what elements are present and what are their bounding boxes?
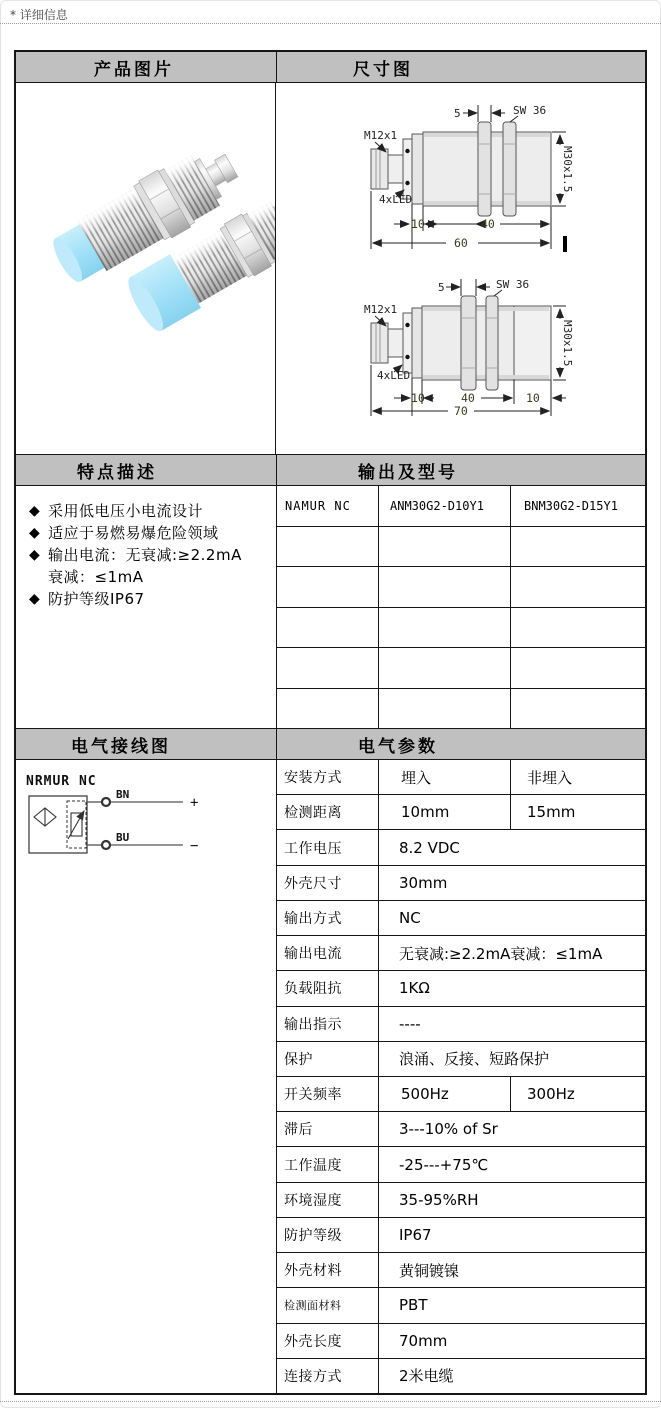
param-row xyxy=(277,830,645,865)
param-row xyxy=(277,866,645,901)
param-row xyxy=(277,1007,645,1042)
feature-text: 采用低电压小电流设计 xyxy=(48,502,204,520)
model-table-row xyxy=(277,648,645,689)
model-output-type xyxy=(277,689,379,729)
dim2-d70-label: 70 xyxy=(454,404,468,418)
param-value: 35-95%RH xyxy=(399,1190,479,1209)
header-wiring: 电气接线图 xyxy=(16,729,277,759)
param-value: IP67 xyxy=(399,1225,432,1244)
dim1-d10-label: 10 xyxy=(411,217,425,231)
model-output-type xyxy=(277,567,379,607)
model-number-embedded xyxy=(379,567,511,607)
header-product-image: 产品图片 xyxy=(16,52,277,82)
header-row-3 xyxy=(16,729,645,760)
bottom-dotted-divider xyxy=(0,1401,661,1402)
dim2-plug-label: M12x1 xyxy=(364,303,398,316)
param-value: ---- xyxy=(399,1014,421,1033)
feature-text: 输出电流：无衰减:≥2.2mA xyxy=(48,546,242,564)
param-row xyxy=(277,971,645,1006)
param-value: 70mm xyxy=(399,1331,448,1350)
param-row xyxy=(277,1359,645,1393)
model-table-row xyxy=(277,689,645,729)
content-row-models xyxy=(16,486,645,729)
wire-plus-label: + xyxy=(190,795,199,811)
spec-table xyxy=(14,50,647,1395)
param-label: 外壳尺寸 xyxy=(277,866,379,900)
param-value: 无衰减:≥2.2mA衰减：≤1mA xyxy=(399,944,603,963)
param-value: 埋入 xyxy=(379,760,511,794)
model-output-type xyxy=(277,527,379,567)
model-number-non-embedded xyxy=(511,689,645,729)
model-table-cell xyxy=(277,486,645,728)
param-label: 输出指示 xyxy=(277,1007,379,1041)
param-row xyxy=(277,1324,645,1359)
param-label: 环境湿度 xyxy=(277,1183,379,1217)
dim1-plug-label: M12x1 xyxy=(364,129,398,142)
feature-item xyxy=(29,566,270,588)
param-label: 防护等级 xyxy=(277,1218,379,1252)
param-label: 连接方式 xyxy=(277,1359,379,1393)
features-list xyxy=(16,486,276,610)
param-value: 10mm xyxy=(379,795,511,829)
dim2-d40-label: 40 xyxy=(461,391,475,405)
param-value: 8.2 VDC xyxy=(399,838,460,857)
param-row xyxy=(277,1253,645,1288)
model-number-embedded xyxy=(379,608,511,648)
top-dotted-divider xyxy=(0,23,661,24)
model-output-type xyxy=(277,608,379,648)
param-label: 外壳长度 xyxy=(277,1324,379,1358)
model-table-row xyxy=(277,567,645,608)
param-row xyxy=(277,1077,645,1112)
wire-minus-label: − xyxy=(190,838,199,854)
param-label: 输出电流 xyxy=(277,936,379,970)
dim2-sw-label: SW 36 xyxy=(496,278,530,291)
params-table-cell xyxy=(277,760,645,1393)
dim1-thread-label: M30x1.5 xyxy=(561,146,574,193)
header-row-2 xyxy=(16,455,645,486)
dimension-drawing-1 xyxy=(276,91,648,267)
param-row xyxy=(277,795,645,830)
param-row xyxy=(277,1288,645,1323)
dim2-thread-label: M30x1.5 xyxy=(561,320,574,367)
param-row xyxy=(277,1042,645,1077)
param-row xyxy=(277,1147,645,1182)
param-value: 30mm xyxy=(399,873,448,892)
model-number-embedded: ANM30G2-D10Y1 xyxy=(379,486,511,526)
param-label: 开关频率 xyxy=(277,1077,379,1111)
dim2-pitch-label: 5 xyxy=(438,281,445,294)
model-number-embedded xyxy=(379,527,511,567)
feature-item xyxy=(29,588,270,610)
wiring-cell xyxy=(16,760,277,1393)
features-cell xyxy=(16,486,277,728)
param-value: 1KΩ xyxy=(399,979,430,998)
param-label: 保护 xyxy=(277,1042,379,1076)
wire-bu-label: BU xyxy=(116,831,130,844)
model-table-row xyxy=(277,527,645,568)
param-row xyxy=(277,1183,645,1218)
param-label: 负载阻抗 xyxy=(277,971,379,1005)
page-title: * 详细信息 xyxy=(10,8,68,22)
param-row xyxy=(277,901,645,936)
param-value: PBT xyxy=(399,1296,428,1315)
dimension-cell xyxy=(276,83,648,454)
dim1-d60-label: 60 xyxy=(454,236,468,250)
model-table-row xyxy=(277,608,645,649)
model-number-non-embedded: BNM30G2-D15Y1 xyxy=(524,498,618,513)
model-number-non-embedded xyxy=(511,567,645,607)
feature-text: 衰减：≤1mA xyxy=(48,568,144,586)
product-photo xyxy=(16,83,275,454)
product-image-cell xyxy=(16,83,276,454)
wiring-title: NRMUR NC xyxy=(26,774,97,789)
header-dimension: 尺寸图 xyxy=(277,52,645,82)
params-table xyxy=(277,760,645,1393)
param-row xyxy=(277,760,645,795)
param-value: 15mm xyxy=(527,803,576,822)
feature-text: 适应于易燃易爆危险领域 xyxy=(48,524,219,542)
param-label: 工作电压 xyxy=(277,830,379,864)
model-output-type: NAMUR NC xyxy=(277,486,379,526)
model-number-embedded xyxy=(379,689,511,729)
header-features: 特点描述 xyxy=(16,455,277,485)
feature-item xyxy=(29,500,270,522)
content-row-images xyxy=(16,83,645,455)
param-label: 滞后 xyxy=(277,1112,379,1146)
model-number-non-embedded xyxy=(511,527,645,567)
param-value: 300Hz xyxy=(527,1085,575,1104)
model-number-embedded xyxy=(379,648,511,688)
param-label: 输出方式 xyxy=(277,901,379,935)
header-params: 电气参数 xyxy=(277,729,645,759)
dim2-d10a-label: 10 xyxy=(411,391,425,405)
param-value: 黄铜镀镍 xyxy=(399,1261,460,1280)
param-value: 2米电缆 xyxy=(399,1367,454,1386)
dim1-led-label: 4xLED xyxy=(379,193,413,206)
param-label: 检测距离 xyxy=(277,795,379,829)
wire-bn-label: BN xyxy=(116,788,130,801)
model-output-type xyxy=(277,648,379,688)
param-value: -25---+75℃ xyxy=(399,1155,489,1174)
feature-bullet-icon xyxy=(29,566,48,588)
dim1-d40-label: 40 xyxy=(481,217,495,231)
param-row xyxy=(277,1218,645,1253)
param-value: NC xyxy=(399,908,421,927)
param-label: 安装方式 xyxy=(277,760,379,794)
dimension-drawing-2 xyxy=(276,271,648,447)
feature-bullet-icon: ◆ xyxy=(29,547,41,563)
feature-bullet-icon: ◆ xyxy=(29,591,41,607)
model-number-non-embedded xyxy=(511,608,645,648)
header-output-model: 输出及型号 xyxy=(277,455,645,485)
content-row-params xyxy=(16,760,645,1393)
param-label: 检测面材料 xyxy=(277,1288,379,1322)
feature-item xyxy=(29,522,270,544)
wiring-diagram xyxy=(16,760,275,940)
model-table-row xyxy=(277,486,645,527)
model-table xyxy=(277,486,645,728)
param-label: 外壳材料 xyxy=(277,1253,379,1287)
feature-bullet-icon: ◆ xyxy=(29,503,41,519)
feature-item xyxy=(29,544,270,566)
model-number-non-embedded xyxy=(511,648,645,688)
param-value: 非埋入 xyxy=(527,768,573,787)
dim1-sw-label: SW 36 xyxy=(513,104,547,117)
dim2-led-label: 4xLED xyxy=(377,369,411,382)
header-row-1 xyxy=(16,52,645,83)
param-row xyxy=(277,1112,645,1147)
dim1-pitch-label: 5 xyxy=(454,107,461,120)
param-label: 工作温度 xyxy=(277,1147,379,1181)
param-value: 500Hz xyxy=(379,1077,511,1111)
param-value: 3---10% of Sr xyxy=(399,1120,498,1139)
feature-bullet-icon: ◆ xyxy=(29,525,41,541)
param-row xyxy=(277,936,645,971)
feature-text: 防护等级IP67 xyxy=(48,590,145,608)
dim2-d10b-label: 10 xyxy=(526,391,540,405)
param-value: 浪涌、反接、短路保护 xyxy=(399,1050,550,1069)
